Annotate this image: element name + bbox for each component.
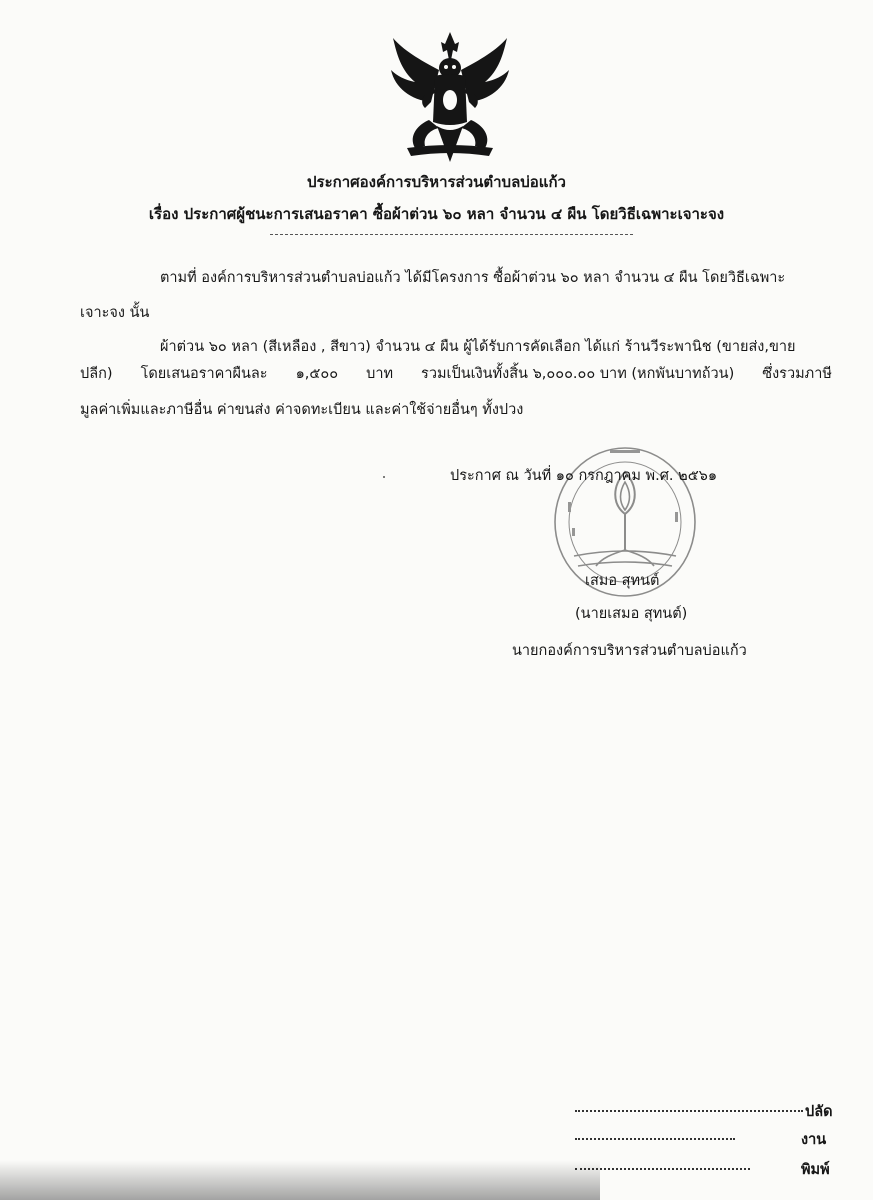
text-segment: ๑,๕๐๐ xyxy=(295,366,339,382)
paragraph-1-line-1: ตามที่ องค์การบริหารส่วนตำบลบ่อแก้ว ได้มีโครงการ ซื้อผ้าต่วน ๖๐ หลา จำนวน ๔ ผืน โดยวิธีเฉพาะ xyxy=(160,270,786,286)
footer-label: พิมพ์ xyxy=(801,1162,830,1178)
text-segment: โดยเสนอราคาผืนละ xyxy=(140,366,268,382)
text-segment: ซึ่งรวมภาษี xyxy=(762,366,832,382)
paragraph-2-line-2 xyxy=(80,364,832,384)
announcement-date: ประกาศ ณ วันที่ ๑๐ กรกฎาคม พ.ศ. ๒๕๖๑ xyxy=(450,468,718,484)
footer-label: งาน xyxy=(801,1132,827,1148)
paragraph-2-line-3: มูลค่าเพิ่มและภาษีอื่น ค่าขนส่ง ค่าจดทะเบียน และค่าใช้จ่ายอื่นๆ ทั้งปวง xyxy=(80,402,524,418)
document-subject: เรื่อง ประกาศผู้ชนะการเสนอราคา ซื้อผ้าต่วน ๖๐ หลา จำนวน ๔ ผืน โดยวิธีเฉพาะเจาะจง xyxy=(148,205,725,223)
text-segment: รวมเป็นเงินทั้งสิ้น ๖,๐๐๐.๐๐ บาท (หกพันบาทถ้วน) xyxy=(421,366,735,382)
dotted-line xyxy=(575,1110,803,1112)
footer-signoff-line xyxy=(575,1100,865,1120)
paragraph-1-line-2: เจาะจง นั้น xyxy=(80,305,150,321)
footer-label: ปลัด xyxy=(805,1104,833,1120)
signature-name: เสมอ สุทนต์ xyxy=(585,573,660,589)
stray-mark xyxy=(383,476,385,478)
text-segment: ปลีก) xyxy=(80,366,113,382)
signer-full-name: (นายเสมอ สุทนต์) xyxy=(575,606,688,622)
scan-noise xyxy=(0,1120,873,1200)
dashed-divider xyxy=(270,234,633,235)
garuda-emblem xyxy=(385,30,515,165)
signer-position: นายกองค์การบริหารส่วนตำบลบ่อแก้ว xyxy=(512,643,747,659)
text-segment: บาท xyxy=(366,366,394,382)
document-title: ประกาศองค์การบริหารส่วนตำบลบ่อแก้ว xyxy=(307,173,566,191)
paragraph-2-line-1: ผ้าต่วน ๖๐ หลา (สีเหลือง , สีขาว) จำนวน ๔ ผืน ผู้ได้รับการคัดเลือก ได้แก่ ร้านวีระพานิช (ขายส่ง,ขาย xyxy=(160,339,796,355)
